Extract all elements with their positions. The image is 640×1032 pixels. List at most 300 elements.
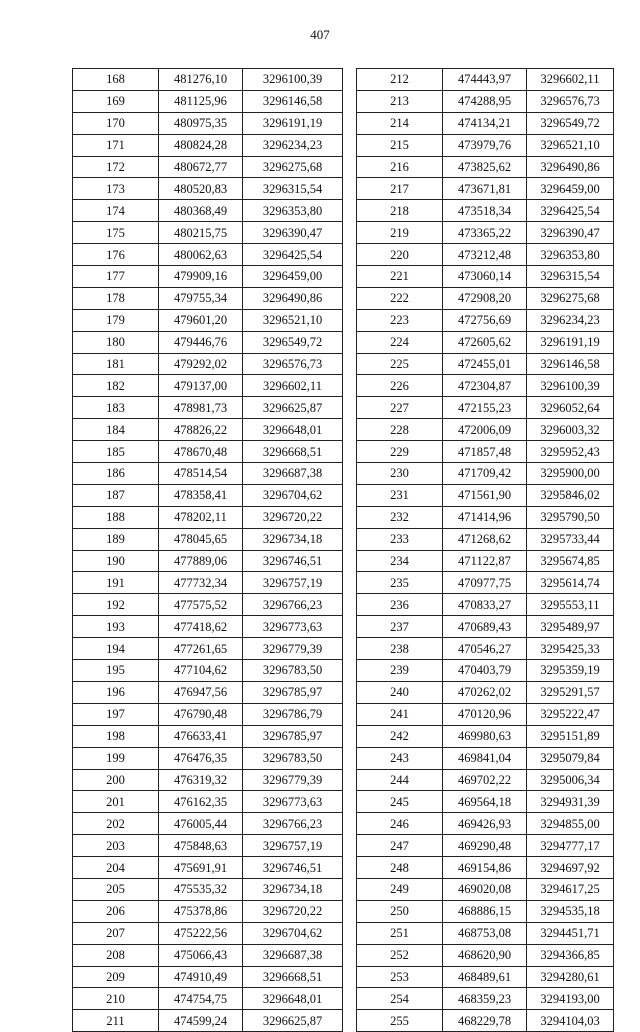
x-coordinate-cell: 478514,54 (159, 463, 243, 485)
table-row (357, 156, 614, 178)
point-number-cell: 206 (73, 900, 159, 922)
point-number-cell: 175 (73, 222, 159, 244)
y-coordinate-cell: 3295790,50 (527, 506, 614, 528)
y-coordinate-cell: 3296490,86 (527, 156, 614, 178)
table-row (73, 309, 343, 331)
y-coordinate-cell: 3296779,39 (243, 638, 343, 660)
table-row (357, 922, 614, 944)
point-number-cell: 236 (357, 594, 443, 616)
point-number-cell: 183 (73, 397, 159, 419)
x-coordinate-cell: 470833,27 (443, 594, 527, 616)
x-coordinate-cell: 473518,34 (443, 200, 527, 222)
table-row (73, 660, 343, 682)
y-coordinate-cell: 3294451,71 (527, 922, 614, 944)
x-coordinate-cell: 469290,48 (443, 835, 527, 857)
point-number-cell: 244 (357, 769, 443, 791)
x-coordinate-cell: 476790,48 (159, 703, 243, 725)
y-coordinate-cell: 3296275,68 (243, 156, 343, 178)
y-coordinate-cell: 3296390,47 (527, 222, 614, 244)
point-number-cell: 215 (357, 134, 443, 156)
x-coordinate-cell: 468229,78 (443, 1010, 527, 1032)
point-number-cell: 193 (73, 616, 159, 638)
table-row (73, 419, 343, 441)
x-coordinate-cell: 468359,23 (443, 988, 527, 1010)
point-number-cell: 217 (357, 178, 443, 200)
y-coordinate-cell: 3296602,11 (527, 69, 614, 91)
x-coordinate-cell: 480368,49 (159, 200, 243, 222)
point-number-cell: 220 (357, 244, 443, 266)
x-coordinate-cell: 479137,00 (159, 375, 243, 397)
x-coordinate-cell: 476947,56 (159, 681, 243, 703)
y-coordinate-cell: 3296191,19 (243, 112, 343, 134)
y-coordinate-cell: 3296234,23 (527, 309, 614, 331)
x-coordinate-cell: 480215,75 (159, 222, 243, 244)
x-coordinate-cell: 468753,08 (443, 922, 527, 944)
table-row (357, 90, 614, 112)
x-coordinate-cell: 475535,32 (159, 878, 243, 900)
point-number-cell: 176 (73, 244, 159, 266)
point-number-cell: 180 (73, 331, 159, 353)
table-row (357, 375, 614, 397)
y-coordinate-cell: 3296003,32 (527, 419, 614, 441)
x-coordinate-cell: 471857,48 (443, 441, 527, 463)
point-number-cell: 182 (73, 375, 159, 397)
y-coordinate-cell: 3296234,23 (243, 134, 343, 156)
y-coordinate-cell: 3296783,50 (243, 660, 343, 682)
point-number-cell: 207 (73, 922, 159, 944)
y-coordinate-cell: 3296521,10 (527, 134, 614, 156)
y-coordinate-cell: 3296576,73 (243, 353, 343, 375)
x-coordinate-cell: 477261,65 (159, 638, 243, 660)
point-number-cell: 214 (357, 112, 443, 134)
point-number-cell: 172 (73, 156, 159, 178)
table-row (73, 353, 343, 375)
x-coordinate-cell: 474443,97 (443, 69, 527, 91)
point-number-cell: 174 (73, 200, 159, 222)
y-coordinate-cell: 3295900,00 (527, 463, 614, 485)
y-coordinate-cell: 3294697,92 (527, 857, 614, 879)
table-row (357, 463, 614, 485)
table-row (357, 331, 614, 353)
point-number-cell: 195 (73, 660, 159, 682)
point-number-cell: 222 (357, 287, 443, 309)
point-number-cell: 231 (357, 484, 443, 506)
y-coordinate-cell: 3294535,18 (527, 900, 614, 922)
table-row (73, 528, 343, 550)
x-coordinate-cell: 478981,73 (159, 397, 243, 419)
y-coordinate-cell: 3296785,97 (243, 725, 343, 747)
x-coordinate-cell: 478358,41 (159, 484, 243, 506)
table-row (73, 616, 343, 638)
table-row (357, 112, 614, 134)
point-number-cell: 199 (73, 747, 159, 769)
point-number-cell: 213 (357, 90, 443, 112)
x-coordinate-cell: 472006,09 (443, 419, 527, 441)
x-coordinate-cell: 469841,04 (443, 747, 527, 769)
x-coordinate-cell: 474754,75 (159, 988, 243, 1010)
y-coordinate-cell: 3295553,11 (527, 594, 614, 616)
x-coordinate-cell: 475222,56 (159, 922, 243, 944)
x-coordinate-cell: 468489,61 (443, 966, 527, 988)
table-row (73, 944, 343, 966)
table-row (73, 156, 343, 178)
table-row (357, 506, 614, 528)
table-row (73, 857, 343, 879)
y-coordinate-cell: 3296720,22 (243, 506, 343, 528)
y-coordinate-cell: 3296687,38 (243, 463, 343, 485)
point-number-cell: 173 (73, 178, 159, 200)
point-number-cell: 209 (73, 966, 159, 988)
point-number-cell: 179 (73, 309, 159, 331)
point-number-cell: 255 (357, 1010, 443, 1032)
table-row (73, 1010, 343, 1032)
y-coordinate-cell: 3294104,03 (527, 1010, 614, 1032)
x-coordinate-cell: 479601,20 (159, 309, 243, 331)
y-coordinate-cell: 3295359,19 (527, 660, 614, 682)
point-number-cell: 250 (357, 900, 443, 922)
y-coordinate-cell: 3296275,68 (527, 287, 614, 309)
y-coordinate-cell: 3294280,61 (527, 966, 614, 988)
x-coordinate-cell: 472304,87 (443, 375, 527, 397)
table-row (73, 638, 343, 660)
x-coordinate-cell: 471122,87 (443, 550, 527, 572)
table-row (357, 638, 614, 660)
x-coordinate-cell: 475378,86 (159, 900, 243, 922)
point-number-cell: 218 (357, 200, 443, 222)
table-row (357, 813, 614, 835)
table-row (357, 178, 614, 200)
point-number-cell: 249 (357, 878, 443, 900)
table-row (73, 681, 343, 703)
x-coordinate-cell: 476476,35 (159, 747, 243, 769)
point-number-cell: 201 (73, 791, 159, 813)
y-coordinate-cell: 3296425,54 (527, 200, 614, 222)
table-row (357, 660, 614, 682)
x-coordinate-cell: 481125,96 (159, 90, 243, 112)
x-coordinate-cell: 478826,22 (159, 419, 243, 441)
y-coordinate-cell: 3296191,19 (527, 331, 614, 353)
table-row (73, 287, 343, 309)
x-coordinate-cell: 469980,63 (443, 725, 527, 747)
y-coordinate-cell: 3295151,89 (527, 725, 614, 747)
point-number-cell: 248 (357, 857, 443, 879)
table-row (357, 857, 614, 879)
table-row (73, 747, 343, 769)
table-row (73, 506, 343, 528)
x-coordinate-cell: 478045,65 (159, 528, 243, 550)
y-coordinate-cell: 3294617,25 (527, 878, 614, 900)
y-coordinate-cell: 3296625,87 (243, 1010, 343, 1032)
point-number-cell: 235 (357, 572, 443, 594)
y-coordinate-cell: 3296757,19 (243, 572, 343, 594)
table-row (73, 703, 343, 725)
y-coordinate-cell: 3296720,22 (243, 900, 343, 922)
y-coordinate-cell: 3296390,47 (243, 222, 343, 244)
y-coordinate-cell: 3294855,00 (527, 813, 614, 835)
table-row (73, 835, 343, 857)
y-coordinate-cell: 3295291,57 (527, 681, 614, 703)
point-number-cell: 188 (73, 506, 159, 528)
point-number-cell: 226 (357, 375, 443, 397)
point-number-cell: 243 (357, 747, 443, 769)
point-number-cell: 252 (357, 944, 443, 966)
x-coordinate-cell: 473212,48 (443, 244, 527, 266)
point-number-cell: 181 (73, 353, 159, 375)
point-number-cell: 219 (357, 222, 443, 244)
point-number-cell: 185 (73, 441, 159, 463)
y-coordinate-cell: 3296100,39 (243, 69, 343, 91)
x-coordinate-cell: 472605,62 (443, 331, 527, 353)
x-coordinate-cell: 473060,14 (443, 266, 527, 288)
table-row (73, 769, 343, 791)
point-number-cell: 196 (73, 681, 159, 703)
y-coordinate-cell: 3296052,64 (527, 397, 614, 419)
point-number-cell: 233 (357, 528, 443, 550)
y-coordinate-cell: 3295079,84 (527, 747, 614, 769)
x-coordinate-cell: 481276,10 (159, 69, 243, 91)
y-coordinate-cell: 3296734,18 (243, 528, 343, 550)
y-coordinate-cell: 3294193,00 (527, 988, 614, 1010)
table-row (73, 791, 343, 813)
table-row (357, 528, 614, 550)
point-number-cell: 234 (357, 550, 443, 572)
x-coordinate-cell: 473365,22 (443, 222, 527, 244)
point-number-cell: 225 (357, 353, 443, 375)
y-coordinate-cell: 3296315,54 (527, 266, 614, 288)
table-row (357, 769, 614, 791)
y-coordinate-cell: 3296353,80 (527, 244, 614, 266)
x-coordinate-cell: 469702,22 (443, 769, 527, 791)
x-coordinate-cell: 470977,75 (443, 572, 527, 594)
table-row (357, 353, 614, 375)
point-number-cell: 204 (73, 857, 159, 879)
x-coordinate-cell: 477889,06 (159, 550, 243, 572)
table-row (357, 900, 614, 922)
x-coordinate-cell: 468886,15 (443, 900, 527, 922)
y-coordinate-cell: 3296773,63 (243, 791, 343, 813)
table-row (73, 112, 343, 134)
table-row (357, 550, 614, 572)
table-row (73, 878, 343, 900)
y-coordinate-cell: 3296315,54 (243, 178, 343, 200)
table-row (357, 791, 614, 813)
y-coordinate-cell: 3296146,58 (243, 90, 343, 112)
x-coordinate-cell: 475848,63 (159, 835, 243, 857)
x-coordinate-cell: 479292,02 (159, 353, 243, 375)
point-number-cell: 254 (357, 988, 443, 1010)
y-coordinate-cell: 3294366,85 (527, 944, 614, 966)
point-number-cell: 253 (357, 966, 443, 988)
x-coordinate-cell: 471414,96 (443, 506, 527, 528)
point-number-cell: 177 (73, 266, 159, 288)
table-row (73, 922, 343, 944)
table-row (73, 594, 343, 616)
point-number-cell: 237 (357, 616, 443, 638)
point-number-cell: 171 (73, 134, 159, 156)
point-number-cell: 191 (73, 572, 159, 594)
x-coordinate-cell: 480824,28 (159, 134, 243, 156)
table-row (73, 900, 343, 922)
x-coordinate-cell: 476319,32 (159, 769, 243, 791)
x-coordinate-cell: 469564,18 (443, 791, 527, 813)
x-coordinate-cell: 468620,90 (443, 944, 527, 966)
y-coordinate-cell: 3296549,72 (527, 112, 614, 134)
point-number-cell: 240 (357, 681, 443, 703)
table-row (73, 222, 343, 244)
x-coordinate-cell: 477732,34 (159, 572, 243, 594)
point-number-cell: 202 (73, 813, 159, 835)
table-row (73, 331, 343, 353)
point-number-cell: 205 (73, 878, 159, 900)
y-coordinate-cell: 3296549,72 (243, 331, 343, 353)
point-number-cell: 168 (73, 69, 159, 91)
x-coordinate-cell: 477575,52 (159, 594, 243, 616)
point-number-cell: 190 (73, 550, 159, 572)
page-number: 407 (310, 27, 330, 42)
table-row (357, 309, 614, 331)
x-coordinate-cell: 477104,62 (159, 660, 243, 682)
y-coordinate-cell: 3296746,51 (243, 550, 343, 572)
x-coordinate-cell: 480975,35 (159, 112, 243, 134)
point-number-cell: 241 (357, 703, 443, 725)
table-row (73, 550, 343, 572)
x-coordinate-cell: 472455,01 (443, 353, 527, 375)
table-body (73, 69, 343, 1032)
x-coordinate-cell: 472908,20 (443, 287, 527, 309)
y-coordinate-cell: 3295222,47 (527, 703, 614, 725)
y-coordinate-cell: 3296766,23 (243, 594, 343, 616)
point-number-cell: 178 (73, 287, 159, 309)
point-number-cell: 228 (357, 419, 443, 441)
y-coordinate-cell: 3296766,23 (243, 813, 343, 835)
x-coordinate-cell: 469020,08 (443, 878, 527, 900)
x-coordinate-cell: 475066,43 (159, 944, 243, 966)
y-coordinate-cell: 3296602,11 (243, 375, 343, 397)
y-coordinate-cell: 3296668,51 (243, 966, 343, 988)
y-coordinate-cell: 3295846,02 (527, 484, 614, 506)
y-coordinate-cell: 3296687,38 (243, 944, 343, 966)
x-coordinate-cell: 474134,21 (443, 112, 527, 134)
table-row (73, 90, 343, 112)
x-coordinate-cell: 470689,43 (443, 616, 527, 638)
point-number-cell: 247 (357, 835, 443, 857)
x-coordinate-cell: 473671,81 (443, 178, 527, 200)
point-number-cell: 227 (357, 397, 443, 419)
x-coordinate-cell: 476005,44 (159, 813, 243, 835)
y-coordinate-cell: 3295674,85 (527, 550, 614, 572)
table-row (357, 747, 614, 769)
y-coordinate-cell: 3296734,18 (243, 878, 343, 900)
x-coordinate-cell: 474910,49 (159, 966, 243, 988)
table-row (357, 134, 614, 156)
table-row (73, 266, 343, 288)
y-coordinate-cell: 3296521,10 (243, 309, 343, 331)
x-coordinate-cell: 470120,96 (443, 703, 527, 725)
table-row (357, 944, 614, 966)
y-coordinate-cell: 3296704,62 (243, 922, 343, 944)
x-coordinate-cell: 472756,69 (443, 309, 527, 331)
y-coordinate-cell: 3295489,97 (527, 616, 614, 638)
point-number-cell: 192 (73, 594, 159, 616)
point-number-cell: 229 (357, 441, 443, 463)
point-number-cell: 246 (357, 813, 443, 835)
x-coordinate-cell: 471709,42 (443, 463, 527, 485)
y-coordinate-cell: 3296353,80 (243, 200, 343, 222)
table-row (73, 966, 343, 988)
point-number-cell: 184 (73, 419, 159, 441)
x-coordinate-cell: 474288,95 (443, 90, 527, 112)
table-row (357, 69, 614, 91)
table-row (357, 419, 614, 441)
x-coordinate-cell: 473979,76 (443, 134, 527, 156)
table-row (357, 1010, 614, 1032)
table-row (73, 988, 343, 1010)
y-coordinate-cell: 3296785,97 (243, 681, 343, 703)
coordinates-table-right (356, 68, 614, 1032)
table-row (357, 835, 614, 857)
table-row (357, 244, 614, 266)
point-number-cell: 216 (357, 156, 443, 178)
y-coordinate-cell: 3296625,87 (243, 397, 343, 419)
y-coordinate-cell: 3295006,34 (527, 769, 614, 791)
table-row (73, 178, 343, 200)
table-row (357, 616, 614, 638)
point-number-cell: 238 (357, 638, 443, 660)
x-coordinate-cell: 480520,83 (159, 178, 243, 200)
point-number-cell: 189 (73, 528, 159, 550)
y-coordinate-cell: 3295952,43 (527, 441, 614, 463)
x-coordinate-cell: 480062,63 (159, 244, 243, 266)
y-coordinate-cell: 3296757,19 (243, 835, 343, 857)
y-coordinate-cell: 3296648,01 (243, 419, 343, 441)
y-coordinate-cell: 3296490,86 (243, 287, 343, 309)
y-coordinate-cell: 3295425,33 (527, 638, 614, 660)
point-number-cell: 242 (357, 725, 443, 747)
table-row (357, 441, 614, 463)
table-row (357, 287, 614, 309)
x-coordinate-cell: 478202,11 (159, 506, 243, 528)
y-coordinate-cell: 3296576,73 (527, 90, 614, 112)
y-coordinate-cell: 3296783,50 (243, 747, 343, 769)
table-row (73, 813, 343, 835)
y-coordinate-cell: 3294777,17 (527, 835, 614, 857)
y-coordinate-cell: 3296704,62 (243, 484, 343, 506)
table-row (357, 988, 614, 1010)
point-number-cell: 186 (73, 463, 159, 485)
point-number-cell: 203 (73, 835, 159, 857)
y-coordinate-cell: 3296425,54 (243, 244, 343, 266)
y-coordinate-cell: 3296648,01 (243, 988, 343, 1010)
table-body (357, 69, 614, 1032)
x-coordinate-cell: 472155,23 (443, 397, 527, 419)
table-row (357, 222, 614, 244)
table-row (73, 375, 343, 397)
x-coordinate-cell: 477418,62 (159, 616, 243, 638)
point-number-cell: 210 (73, 988, 159, 1010)
y-coordinate-cell: 3296773,63 (243, 616, 343, 638)
table-row (357, 594, 614, 616)
table-row (357, 966, 614, 988)
table-row (357, 572, 614, 594)
table-row (73, 69, 343, 91)
point-number-cell: 245 (357, 791, 443, 813)
x-coordinate-cell: 471268,62 (443, 528, 527, 550)
y-coordinate-cell: 3296786,79 (243, 703, 343, 725)
x-coordinate-cell: 476162,35 (159, 791, 243, 813)
point-number-cell: 224 (357, 331, 443, 353)
y-coordinate-cell: 3296146,58 (527, 353, 614, 375)
table-row (73, 463, 343, 485)
